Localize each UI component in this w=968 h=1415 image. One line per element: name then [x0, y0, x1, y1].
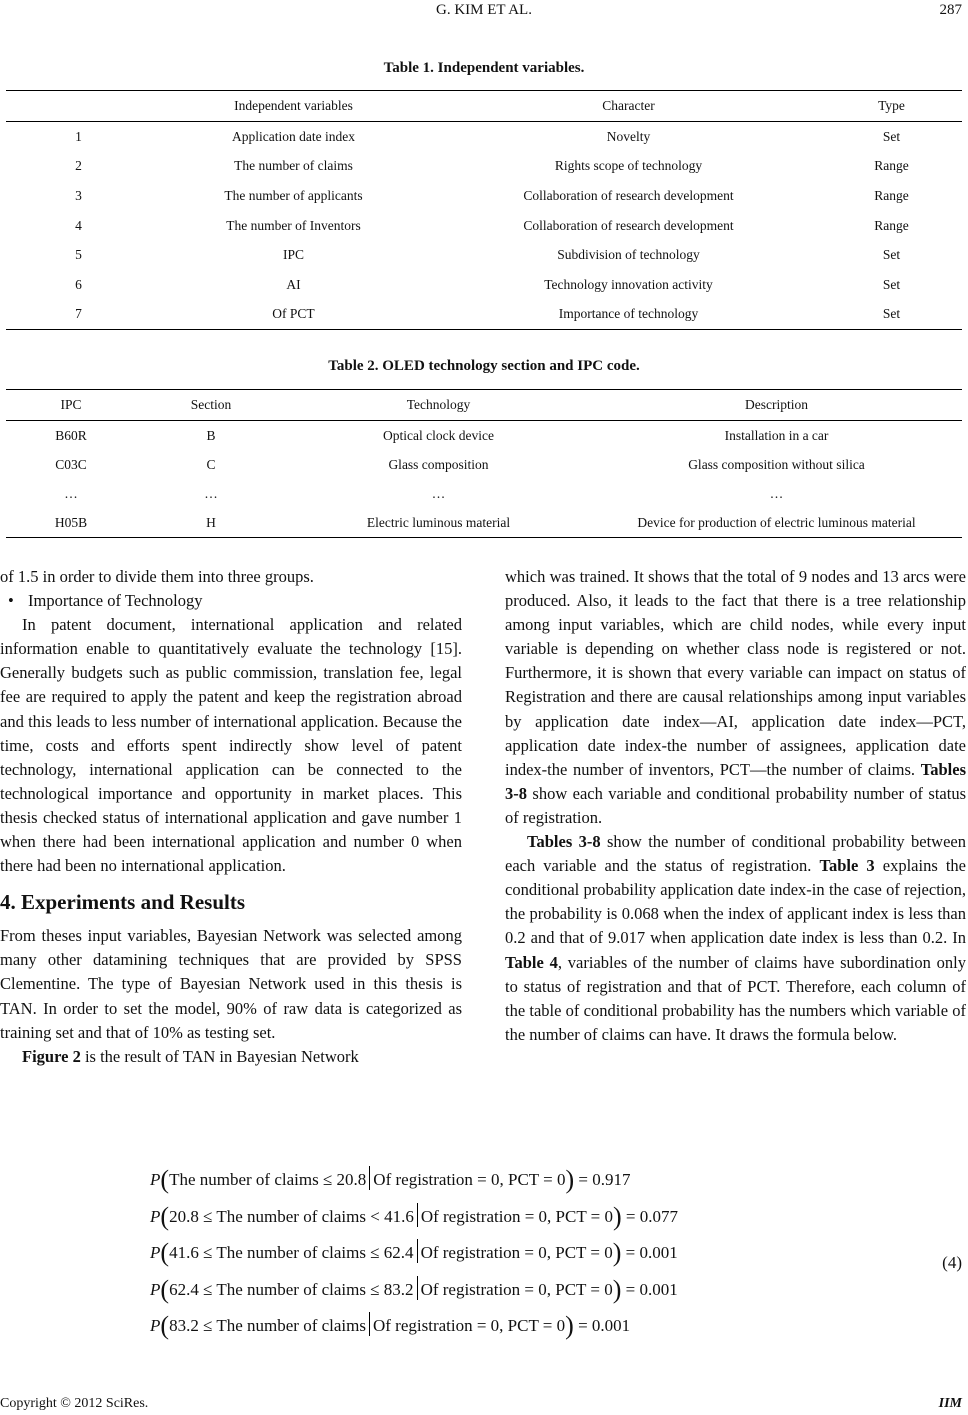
bullet-dot-icon: • — [8, 591, 14, 611]
left-paragraph-1: of 1.5 in order to divide them into three groups. — [0, 567, 314, 586]
open-paren: ( — [160, 1311, 170, 1340]
table1-cell: Technology innovation activity — [544, 276, 713, 292]
right-paragraph-2 — [505, 830, 966, 1047]
table1-cell: The number of Inventors — [226, 217, 361, 233]
table2-cell: Electric luminous material — [286, 508, 591, 538]
equation-line — [150, 1235, 962, 1272]
table1-cell: Range — [874, 217, 909, 233]
table1-cell: Collaboration of research development — [523, 217, 734, 233]
table-row — [6, 508, 962, 538]
table2-cell: C03C — [55, 456, 87, 472]
bullet-label: Importance of Technology — [28, 591, 203, 611]
table-row — [6, 240, 962, 270]
left-paragraph-3: From theses input variables, Bayesian Network was selected among many other datamining techniques that are provided by SPSS Clementine. The type of Bayesian Network used in this thesis is TAN. In order to set the model, 90% of raw data is categorized as training set and that of 10% as testing set. — [0, 926, 462, 1042]
equation-block — [150, 1162, 962, 1345]
equation-lines — [150, 1162, 962, 1345]
table1-cell: 7 — [6, 300, 151, 330]
right-paragraph-2-text-c: , variables of the number of claims have subordination only to status of registration and that of PCT. Therefore, each column of the table of conditional probability has the numbers which variable of the number of claims can have. It draws the formula below. — [505, 952, 966, 1044]
equation-condition: Of registration = 0, PCT = 0 — [373, 1170, 566, 1189]
left-column — [0, 565, 462, 1069]
table2-cell: Glass composition without silica — [688, 456, 865, 472]
equation-event: 62.4 ≤ The number of claims ≤ 83.2 — [169, 1279, 414, 1299]
probability-symbol: P — [150, 1316, 161, 1335]
open-paren: ( — [160, 1165, 170, 1194]
conditional-bar — [417, 1239, 418, 1263]
table1-cell: 6 — [75, 276, 82, 292]
table2-cell: Installation in a car — [724, 427, 829, 443]
probability-symbol: P — [150, 1170, 161, 1189]
table2-col-2: Technology — [286, 390, 591, 421]
probability-symbol: P — [150, 1279, 161, 1299]
table2-cell: … — [769, 485, 784, 501]
table2-cell: B60R — [55, 427, 87, 443]
equation-value: = 0.001 — [625, 1243, 678, 1262]
table1-caption: Table 1. Independent variables. — [383, 60, 585, 76]
conditional-bar — [369, 1312, 370, 1336]
equation-event: 20.8 ≤ The number of claims < 41.6 — [169, 1206, 414, 1226]
table-row — [6, 300, 962, 330]
table1-cell: Collaboration of research development — [523, 187, 734, 203]
journal-abbrev: IIM — [938, 1396, 962, 1411]
conditional-bar — [417, 1203, 418, 1227]
right-paragraph-1-text-b: show each variable and conditional probability number of status of registration. — [505, 783, 966, 827]
right-paragraph-2-text-a: show the number of conditional probability between each variable and the status of registration. — [505, 832, 966, 876]
table1-cell: Novelty — [606, 128, 651, 144]
page-number: 287 — [939, 2, 962, 18]
tables-ref-1: Tables 3-8 — [505, 759, 966, 803]
conditional-bar — [417, 1276, 418, 1300]
table-row — [6, 211, 962, 241]
table2-caption: Table 2. OLED technology section and IPC code. — [328, 358, 640, 374]
table-row — [6, 450, 962, 479]
left-paragraph-2: In patent document, international application and related information enable to quantitatively evaluate the technology [15]. Generally budgets such as public commission, translation fee, legal fee are required to apply the patent and keep the registration abroad and this leads to less number of international application. Because the time, costs and efforts spent indirectly show level of patent technology, international application can be connected to the technological importance and opportunity in market places. This thesis checked status of international application and gave number 1 when there had been international application and number 0 when there had been no international application. — [0, 615, 462, 876]
probability-symbol: P — [150, 1206, 161, 1226]
conditional-bar — [369, 1166, 370, 1190]
table1-cell: Set — [821, 300, 962, 330]
tables-ref-2: Tables 3-8 — [527, 832, 601, 852]
table1-cell: Set — [882, 247, 901, 263]
probability-symbol: P — [150, 1243, 161, 1262]
equation-condition: Of registration = 0, PCT = 0 — [420, 1206, 613, 1226]
table-row — [6, 181, 962, 211]
equation-event: 83.2 ≤ The number of claims — [169, 1316, 366, 1335]
table1-cell: 1 — [75, 128, 82, 144]
table1-header-row — [6, 91, 962, 122]
table2-cell: … — [431, 485, 446, 501]
close-paren: ) — [612, 1238, 622, 1267]
close-paren: ) — [565, 1165, 575, 1194]
table2-cell: Glass composition — [388, 456, 489, 472]
open-paren: ( — [160, 1238, 170, 1267]
table-row — [6, 421, 962, 451]
table2-cell: H — [136, 508, 286, 538]
open-paren: ( — [160, 1201, 170, 1231]
table-row — [6, 479, 962, 508]
table2-cell: … — [64, 485, 78, 501]
equation-event: 41.6 ≤ The number of claims ≤ 62.4 — [169, 1243, 414, 1262]
running-head: G. KIM ET AL. — [436, 2, 532, 18]
page-header — [0, 0, 968, 30]
equation-line — [150, 1272, 962, 1309]
table1-cell: IPC — [282, 247, 304, 263]
equation-number: (4) — [942, 1253, 962, 1272]
close-paren: ) — [565, 1311, 574, 1340]
table4-ref: Table 4 — [505, 952, 558, 972]
table2-col-1: Section — [136, 390, 286, 421]
left-paragraph-4 — [0, 1045, 462, 1069]
equation-line — [150, 1162, 962, 1199]
equation-line — [150, 1308, 962, 1345]
table1 — [6, 90, 962, 330]
table-row — [6, 152, 962, 182]
table2-cell: H05B — [6, 508, 136, 538]
table1-col-3: Type — [821, 91, 962, 122]
left-paragraph-4-text: is the result of TAN in Bayesian Network — [80, 1046, 359, 1066]
table2-cell: … — [204, 485, 218, 501]
table1-cell: Set — [882, 276, 901, 292]
table2-col-0: IPC — [6, 390, 136, 421]
copyright-text: Copyright © 2012 SciRes. — [0, 1396, 149, 1411]
equation-value: = 0.077 — [625, 1206, 678, 1226]
right-paragraph-1-text-a: which was trained. It shows that the total of 9 nodes and 13 arcs were produced. Also, it leads to the fact that there is a tree relationship among input variables, which are child nodes, while every input variable is depending on whether class node is registered or not. Furthermore, it is shown that every variable can impact on status of Registration and there are causal relationships among input variables by application date index—AI, application date index—PCT, application date index-the number of assignees, application date index-the number of inventors, PCT—the number of claims. — [505, 567, 966, 779]
close-paren: ) — [612, 1274, 622, 1304]
table1-cell: Importance of technology — [436, 300, 821, 330]
table1-cell: 3 — [75, 187, 82, 203]
table1-cell: Subdivision of technology — [557, 247, 700, 263]
open-paren: ( — [160, 1274, 170, 1304]
right-paragraph-1 — [505, 565, 966, 830]
bullet-item — [0, 589, 462, 613]
equation-line — [150, 1199, 962, 1236]
table2 — [6, 389, 962, 538]
table1-cell: Range — [874, 187, 909, 203]
table-row — [6, 122, 962, 152]
table1-cell: Of PCT — [151, 300, 436, 330]
table2-cell: B — [206, 427, 216, 443]
table2-body — [6, 421, 962, 538]
equation-value: = 0.001 — [578, 1316, 631, 1335]
equation-condition: Of registration = 0, PCT = 0 — [372, 1316, 566, 1335]
right-paragraph-2-text-b: explains the conditional probability application date index-in the case of rejection, the probability is 0.068 when the index of applicant index is less than 0.2 and that of 9.017 when application date index is less than 0.2. In — [505, 856, 966, 948]
table1-cell: 4 — [75, 217, 82, 233]
table3-ref: Table 3 — [819, 856, 875, 876]
table1-cell: Set — [882, 128, 901, 144]
table1-cell: Application date index — [232, 128, 355, 144]
table1-cell: 2 — [75, 158, 82, 174]
table1-cell: AI — [286, 276, 301, 292]
table1-cell: 5 — [75, 247, 82, 263]
equation-value: = 0.917 — [578, 1170, 631, 1189]
table2-cell: Device for production of electric luminous material — [591, 508, 962, 538]
table1-col-0 — [6, 91, 151, 122]
right-column — [505, 565, 966, 1047]
table2-cell: Optical clock device — [383, 427, 494, 443]
table1-col-2: Character — [436, 91, 821, 122]
table2-cell: C — [206, 456, 216, 472]
table1-cell: Rights scope of technology — [554, 158, 703, 174]
section-heading: 4. Experiments and Results — [0, 890, 246, 915]
table2-col-3: Description — [591, 390, 962, 421]
close-paren: ) — [612, 1201, 622, 1231]
equation-value: = 0.001 — [625, 1279, 678, 1299]
table2-header-row — [6, 390, 962, 421]
equation-event: The number of claims ≤ 20.8 — [169, 1170, 367, 1189]
table1-cell: The number of applicants — [224, 187, 363, 203]
table1-cell: Range — [874, 158, 909, 174]
table-row — [6, 270, 962, 300]
equation-condition: Of registration = 0, PCT = 0 — [420, 1243, 613, 1262]
table1-body — [6, 122, 962, 330]
table1-cell: The number of claims — [234, 158, 353, 174]
figure-ref: Figure 2 — [22, 1046, 81, 1066]
table1-col-1: Independent variables — [151, 91, 436, 122]
equation-condition: Of registration = 0, PCT = 0 — [420, 1279, 613, 1299]
